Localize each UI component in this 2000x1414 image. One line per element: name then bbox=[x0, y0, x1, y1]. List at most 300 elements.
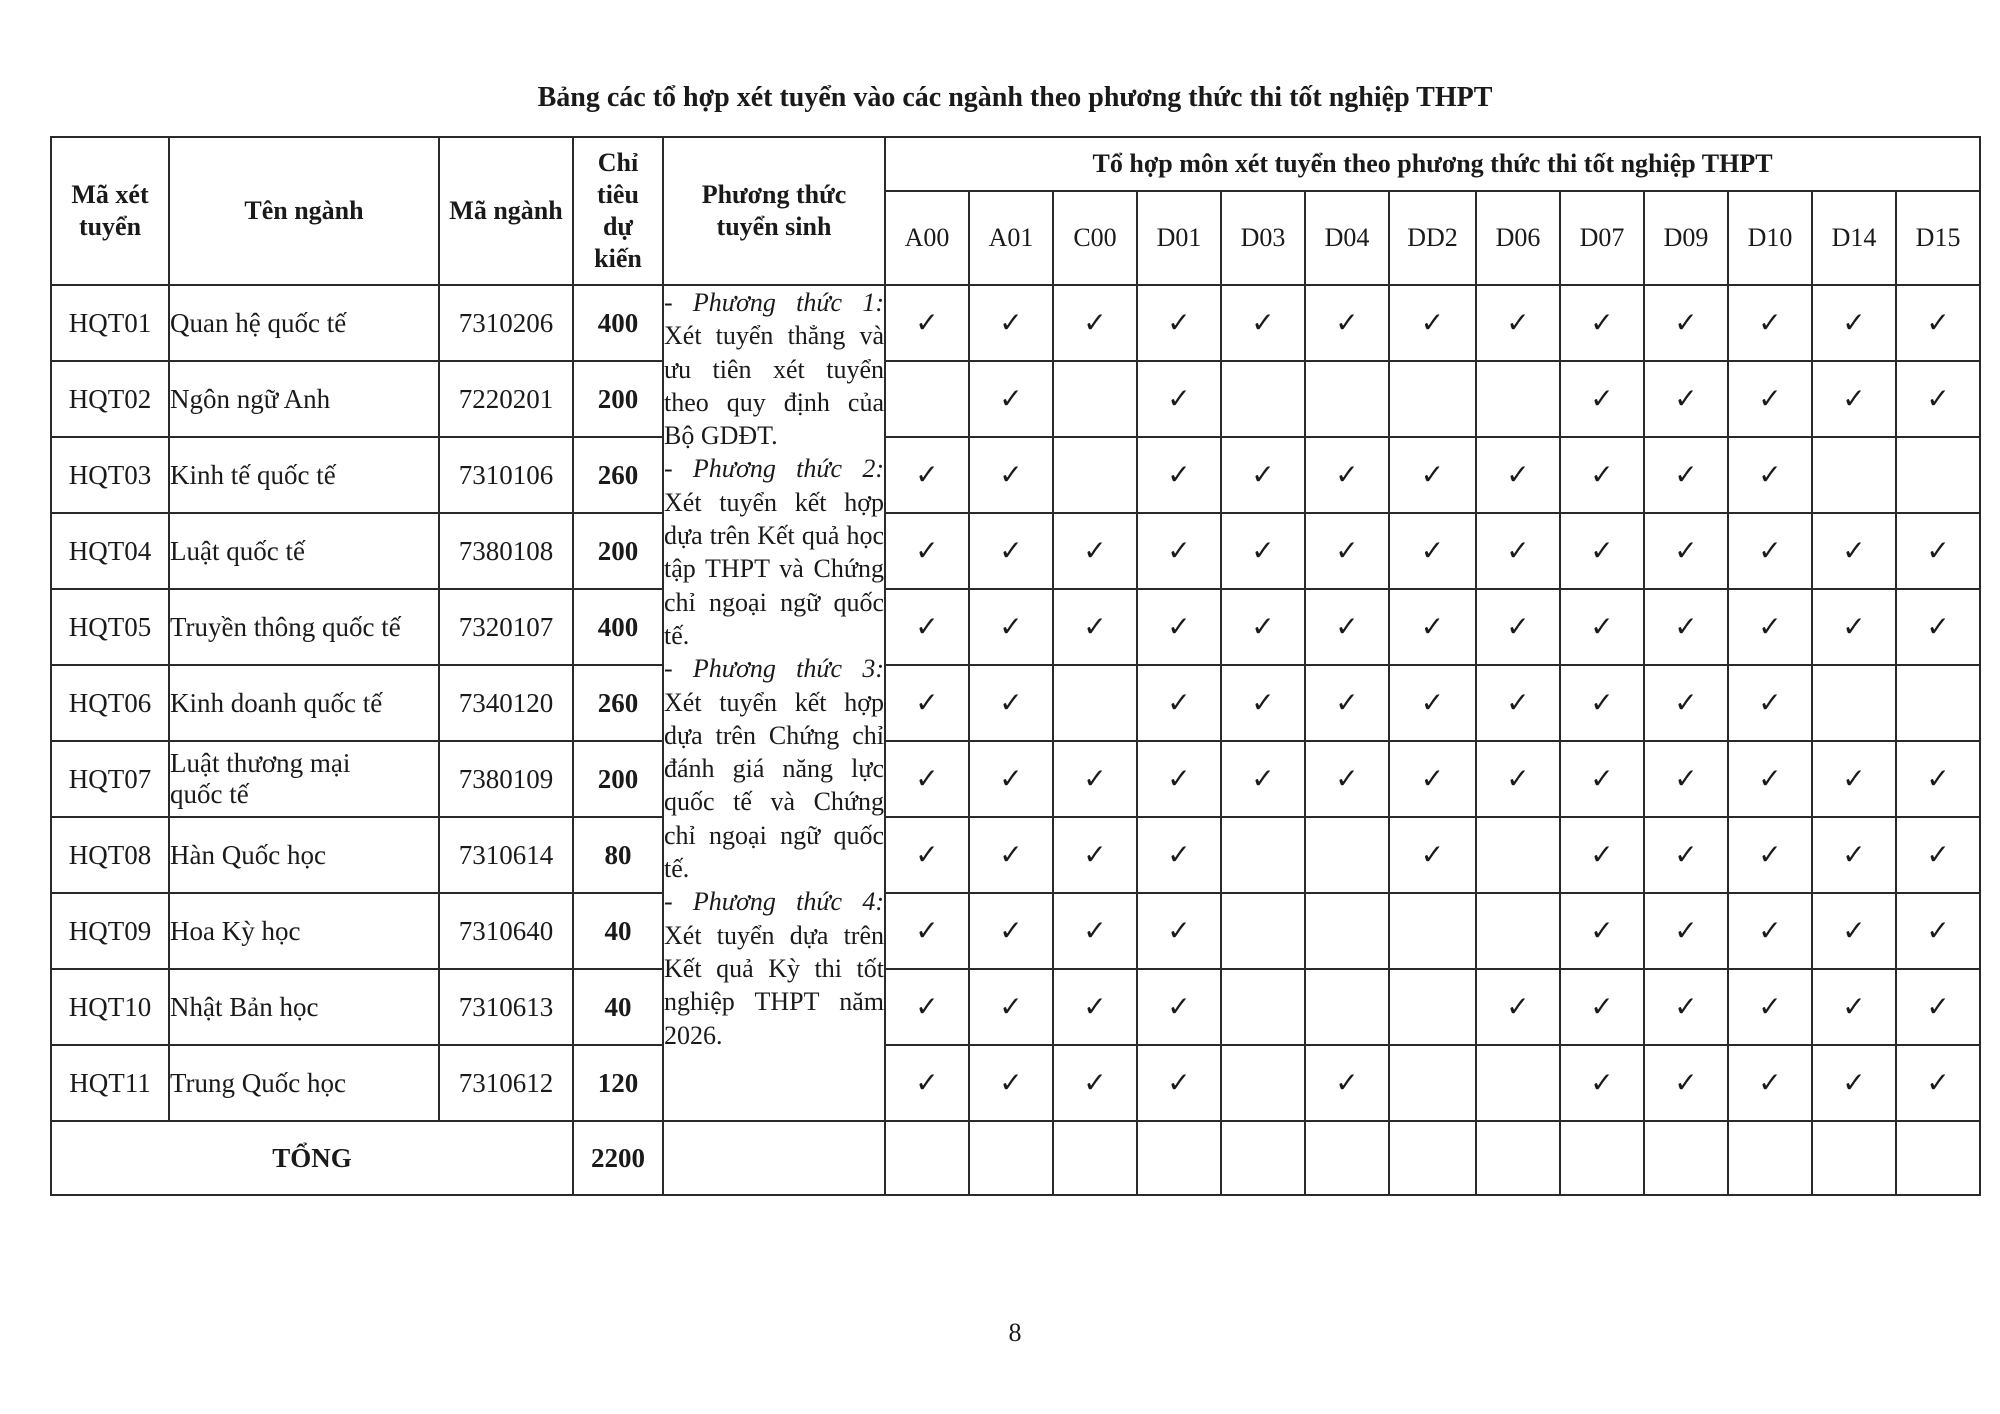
combo-header: D15 bbox=[1896, 191, 1980, 285]
combo-cell bbox=[1896, 741, 1980, 817]
major-name: Kinh doanh quốc tế bbox=[169, 665, 439, 741]
check-icon: ✓ bbox=[1842, 992, 1866, 1023]
combo-cell bbox=[1728, 665, 1812, 741]
check-icon: ✓ bbox=[1335, 612, 1359, 643]
major-code: 7220201 bbox=[439, 361, 573, 437]
combo-cell bbox=[1560, 741, 1644, 817]
check-icon: ✓ bbox=[1590, 764, 1614, 795]
combo-cell bbox=[1728, 817, 1812, 893]
check-icon: ✓ bbox=[1842, 764, 1866, 795]
check-icon: ✓ bbox=[999, 536, 1023, 567]
check-icon: ✓ bbox=[1506, 536, 1530, 567]
combo-cell bbox=[1389, 665, 1476, 741]
combo-cell bbox=[969, 817, 1053, 893]
check-icon: ✓ bbox=[1167, 764, 1191, 795]
combo-cell bbox=[1221, 665, 1305, 741]
check-icon: ✓ bbox=[1167, 308, 1191, 339]
empty-cell bbox=[1389, 1121, 1476, 1195]
combo-cell bbox=[969, 589, 1053, 665]
combo-cell bbox=[1812, 513, 1896, 589]
empty-cell bbox=[1644, 1121, 1728, 1195]
combo-cell bbox=[1137, 969, 1221, 1045]
combo-cell bbox=[1389, 589, 1476, 665]
check-icon: ✓ bbox=[1506, 308, 1530, 339]
check-icon: ✓ bbox=[1590, 916, 1614, 947]
check-icon: ✓ bbox=[915, 764, 939, 795]
check-icon: ✓ bbox=[1590, 460, 1614, 491]
check-icon: ✓ bbox=[1506, 688, 1530, 719]
check-icon: ✓ bbox=[1758, 1068, 1782, 1099]
admission-table bbox=[50, 136, 1981, 1196]
combo-cell bbox=[1476, 513, 1560, 589]
method-paragraph bbox=[664, 452, 884, 652]
combo-header: D10 bbox=[1728, 191, 1812, 285]
check-icon: ✓ bbox=[915, 536, 939, 567]
major-name: Kinh tế quốc tế bbox=[169, 437, 439, 513]
page-title: Bảng các tổ hợp xét tuyển vào các ngành theo phương thức thi tốt nghiệp THPT bbox=[537, 82, 1493, 113]
check-icon: ✓ bbox=[1758, 992, 1782, 1023]
combo-cell bbox=[1221, 1045, 1305, 1121]
combo-cell bbox=[1896, 285, 1980, 361]
check-icon: ✓ bbox=[1251, 536, 1275, 567]
check-icon: ✓ bbox=[1506, 460, 1530, 491]
combo-cell bbox=[1221, 589, 1305, 665]
check-icon: ✓ bbox=[1842, 840, 1866, 871]
combo-cell bbox=[969, 969, 1053, 1045]
quota: 400 bbox=[573, 589, 663, 665]
combo-cell bbox=[1221, 893, 1305, 969]
major-name: Trung Quốc học bbox=[169, 1045, 439, 1121]
admission-code: HQT11 bbox=[51, 1045, 169, 1121]
check-icon: ✓ bbox=[915, 612, 939, 643]
combo-cell bbox=[1812, 665, 1896, 741]
combo-cell bbox=[1812, 589, 1896, 665]
check-icon: ✓ bbox=[999, 612, 1023, 643]
header-name: Tên ngành bbox=[169, 137, 439, 285]
major-code: 7310640 bbox=[439, 893, 573, 969]
check-icon: ✓ bbox=[1758, 916, 1782, 947]
combo-cell bbox=[1560, 893, 1644, 969]
check-icon: ✓ bbox=[1506, 992, 1530, 1023]
check-icon: ✓ bbox=[1674, 460, 1698, 491]
combo-cell bbox=[1560, 285, 1644, 361]
combo-cell bbox=[1728, 589, 1812, 665]
header-code: Mã xét tuyển bbox=[51, 137, 169, 285]
check-icon: ✓ bbox=[1590, 308, 1614, 339]
combo-cell bbox=[1389, 437, 1476, 513]
method-label: - Phương thức 4: bbox=[664, 887, 884, 917]
check-icon: ✓ bbox=[1083, 612, 1107, 643]
check-icon: ✓ bbox=[999, 840, 1023, 871]
check-icon: ✓ bbox=[1335, 688, 1359, 719]
empty-cell bbox=[885, 1121, 969, 1195]
combo-cell bbox=[969, 437, 1053, 513]
combo-header: A01 bbox=[969, 191, 1053, 285]
check-icon: ✓ bbox=[1335, 764, 1359, 795]
check-icon: ✓ bbox=[1590, 536, 1614, 567]
check-icon: ✓ bbox=[1758, 308, 1782, 339]
combo-cell bbox=[1137, 437, 1221, 513]
check-icon: ✓ bbox=[1926, 536, 1950, 567]
combo-cell bbox=[885, 665, 969, 741]
combo-cell bbox=[885, 361, 969, 437]
check-icon: ✓ bbox=[1590, 688, 1614, 719]
major-name: Hoa Kỳ học bbox=[169, 893, 439, 969]
combo-cell bbox=[1053, 665, 1137, 741]
combo-cell bbox=[1476, 437, 1560, 513]
combo-cell bbox=[1305, 665, 1389, 741]
check-icon: ✓ bbox=[1083, 308, 1107, 339]
major-code: 7320107 bbox=[439, 589, 573, 665]
check-icon: ✓ bbox=[1590, 1068, 1614, 1099]
check-icon: ✓ bbox=[1590, 384, 1614, 415]
admission-code: HQT05 bbox=[51, 589, 169, 665]
check-icon: ✓ bbox=[915, 308, 939, 339]
combo-cell bbox=[885, 285, 969, 361]
page-number: 8 bbox=[1008, 1318, 1022, 1347]
combo-cell bbox=[1053, 361, 1137, 437]
header-method: Phương thức tuyển sinh bbox=[663, 137, 885, 285]
quota: 200 bbox=[573, 361, 663, 437]
check-icon: ✓ bbox=[1251, 764, 1275, 795]
combo-cell bbox=[1476, 817, 1560, 893]
check-icon: ✓ bbox=[1674, 688, 1698, 719]
admission-code: HQT07 bbox=[51, 741, 169, 817]
combo-cell bbox=[969, 741, 1053, 817]
quota: 40 bbox=[573, 969, 663, 1045]
major-name: Hàn Quốc học bbox=[169, 817, 439, 893]
combo-cell bbox=[1560, 1045, 1644, 1121]
combo-cell bbox=[885, 1045, 969, 1121]
combo-cell bbox=[1812, 437, 1896, 513]
check-icon: ✓ bbox=[1674, 308, 1698, 339]
combo-cell bbox=[1728, 741, 1812, 817]
check-icon: ✓ bbox=[1251, 460, 1275, 491]
quota: 120 bbox=[573, 1045, 663, 1121]
combo-cell bbox=[1896, 893, 1980, 969]
combo-cell bbox=[1560, 589, 1644, 665]
major-name: Quan hệ quốc tế bbox=[169, 285, 439, 361]
major-code: 7310612 bbox=[439, 1045, 573, 1121]
combo-header: D01 bbox=[1137, 191, 1221, 285]
check-icon: ✓ bbox=[1167, 384, 1191, 415]
combo-cell bbox=[1644, 893, 1728, 969]
check-icon: ✓ bbox=[1674, 992, 1698, 1023]
combo-cell bbox=[1812, 969, 1896, 1045]
combo-cell bbox=[1728, 969, 1812, 1045]
check-icon: ✓ bbox=[1083, 764, 1107, 795]
check-icon: ✓ bbox=[1674, 916, 1698, 947]
check-icon: ✓ bbox=[1167, 992, 1191, 1023]
combo-cell bbox=[1305, 817, 1389, 893]
combo-cell bbox=[1728, 285, 1812, 361]
check-icon: ✓ bbox=[1167, 916, 1191, 947]
combo-cell bbox=[1476, 361, 1560, 437]
combo-cell bbox=[1812, 361, 1896, 437]
check-icon: ✓ bbox=[1167, 1068, 1191, 1099]
check-icon: ✓ bbox=[1758, 460, 1782, 491]
combo-cell bbox=[1305, 589, 1389, 665]
empty-cell bbox=[1896, 1121, 1980, 1195]
check-icon: ✓ bbox=[1251, 612, 1275, 643]
method-label: - Phương thức 1: bbox=[664, 288, 884, 317]
combo-cell bbox=[1221, 361, 1305, 437]
combo-cell bbox=[1221, 741, 1305, 817]
check-icon: ✓ bbox=[1926, 916, 1950, 947]
major-code: 7310613 bbox=[439, 969, 573, 1045]
combo-cell bbox=[1053, 285, 1137, 361]
admission-code: HQT09 bbox=[51, 893, 169, 969]
admission-code: HQT04 bbox=[51, 513, 169, 589]
combo-cell bbox=[1389, 969, 1476, 1045]
quota: 80 bbox=[573, 817, 663, 893]
combo-cell bbox=[1644, 665, 1728, 741]
combo-cell bbox=[1560, 969, 1644, 1045]
check-icon: ✓ bbox=[1506, 764, 1530, 795]
combo-cell bbox=[969, 893, 1053, 969]
empty-cell bbox=[1053, 1121, 1137, 1195]
combo-cell bbox=[1305, 969, 1389, 1045]
combo-cell bbox=[1305, 285, 1389, 361]
check-icon: ✓ bbox=[999, 1068, 1023, 1099]
header-combos-group: Tổ hợp môn xét tuyển theo phương thức thi tốt nghiệp THPT bbox=[885, 137, 1980, 191]
quota: 200 bbox=[573, 741, 663, 817]
combo-header: A00 bbox=[885, 191, 969, 285]
check-icon: ✓ bbox=[1926, 308, 1950, 339]
empty-cell bbox=[1812, 1121, 1896, 1195]
combo-cell bbox=[1644, 589, 1728, 665]
check-icon: ✓ bbox=[1842, 1068, 1866, 1099]
admission-code: HQT03 bbox=[51, 437, 169, 513]
check-icon: ✓ bbox=[1758, 688, 1782, 719]
combo-cell bbox=[1389, 1045, 1476, 1121]
method-label: - Phương thức 2: bbox=[664, 454, 884, 484]
admission-code: HQT02 bbox=[51, 361, 169, 437]
check-icon: ✓ bbox=[999, 460, 1023, 491]
combo-cell bbox=[969, 1045, 1053, 1121]
combo-cell bbox=[1137, 817, 1221, 893]
combo-cell bbox=[1896, 969, 1980, 1045]
table-row bbox=[51, 589, 1980, 665]
check-icon: ✓ bbox=[1758, 384, 1782, 415]
check-icon: ✓ bbox=[915, 992, 939, 1023]
check-icon: ✓ bbox=[1251, 308, 1275, 339]
check-icon: ✓ bbox=[1420, 460, 1445, 491]
check-icon: ✓ bbox=[1758, 612, 1782, 643]
method-paragraph bbox=[664, 885, 884, 1051]
combo-cell bbox=[1476, 665, 1560, 741]
check-icon: ✓ bbox=[1335, 460, 1359, 491]
check-icon: ✓ bbox=[1335, 536, 1359, 567]
table-row bbox=[51, 361, 1980, 437]
admission-code: HQT08 bbox=[51, 817, 169, 893]
major-code: 7380109 bbox=[439, 741, 573, 817]
combo-cell bbox=[1137, 1045, 1221, 1121]
combo-cell bbox=[1305, 437, 1389, 513]
combo-header: D09 bbox=[1644, 191, 1728, 285]
combo-cell bbox=[1644, 969, 1728, 1045]
check-icon: ✓ bbox=[999, 688, 1023, 719]
check-icon: ✓ bbox=[1167, 840, 1191, 871]
combo-cell bbox=[885, 893, 969, 969]
empty-cell bbox=[1305, 1121, 1389, 1195]
combo-cell bbox=[1053, 893, 1137, 969]
combo-header: DD2 bbox=[1389, 191, 1476, 285]
combo-cell bbox=[969, 665, 1053, 741]
check-icon: ✓ bbox=[1842, 612, 1866, 643]
method-text: Xét tuyển dựa trên Kết quả Kỳ thi tốt nghiệp THPT năm 2026. bbox=[664, 920, 884, 1050]
combo-cell bbox=[1053, 437, 1137, 513]
combo-cell bbox=[1476, 741, 1560, 817]
combo-cell bbox=[1728, 437, 1812, 513]
combo-cell bbox=[1221, 437, 1305, 513]
method-text: Xét tuyển kết hợp dựa trên Kết quả học tập THPT và Chứng chỉ ngoại ngữ quốc tế. bbox=[664, 487, 884, 650]
combo-cell bbox=[1644, 361, 1728, 437]
check-icon: ✓ bbox=[1674, 612, 1698, 643]
method-paragraph bbox=[664, 286, 884, 452]
combo-cell bbox=[1137, 589, 1221, 665]
combo-cell bbox=[1389, 741, 1476, 817]
combo-cell bbox=[1896, 589, 1980, 665]
check-icon: ✓ bbox=[1335, 1068, 1359, 1099]
combo-cell bbox=[1221, 285, 1305, 361]
check-icon: ✓ bbox=[915, 460, 939, 491]
combo-cell bbox=[1137, 361, 1221, 437]
admission-methods bbox=[663, 285, 885, 1121]
check-icon: ✓ bbox=[1083, 1068, 1107, 1099]
combo-cell bbox=[1476, 1045, 1560, 1121]
table-row bbox=[51, 665, 1980, 741]
check-icon: ✓ bbox=[1926, 764, 1950, 795]
combo-cell bbox=[1305, 893, 1389, 969]
check-icon: ✓ bbox=[1926, 1068, 1950, 1099]
total-label: TỔNG bbox=[51, 1121, 573, 1195]
check-icon: ✓ bbox=[1926, 992, 1950, 1023]
admission-code: HQT01 bbox=[51, 285, 169, 361]
check-icon: ✓ bbox=[1083, 916, 1107, 947]
check-icon: ✓ bbox=[1420, 536, 1445, 567]
combo-cell bbox=[1896, 1045, 1980, 1121]
check-icon: ✓ bbox=[1506, 612, 1530, 643]
table-row bbox=[51, 513, 1980, 589]
check-icon: ✓ bbox=[1167, 536, 1191, 567]
check-icon: ✓ bbox=[1842, 308, 1866, 339]
combo-cell bbox=[885, 969, 969, 1045]
check-icon: ✓ bbox=[1674, 764, 1698, 795]
combo-cell bbox=[1812, 1045, 1896, 1121]
check-icon: ✓ bbox=[1590, 992, 1614, 1023]
check-icon: ✓ bbox=[1758, 840, 1782, 871]
combo-cell bbox=[1896, 513, 1980, 589]
check-icon: ✓ bbox=[1420, 308, 1445, 339]
quota: 260 bbox=[573, 665, 663, 741]
major-code: 7310614 bbox=[439, 817, 573, 893]
combo-header: C00 bbox=[1053, 191, 1137, 285]
combo-cell bbox=[1560, 361, 1644, 437]
combo-cell bbox=[1305, 513, 1389, 589]
major-code: 7380108 bbox=[439, 513, 573, 589]
combo-cell bbox=[969, 361, 1053, 437]
combo-cell bbox=[1476, 589, 1560, 665]
combo-cell bbox=[1389, 817, 1476, 893]
major-code: 7310206 bbox=[439, 285, 573, 361]
combo-cell bbox=[1896, 361, 1980, 437]
combo-cell bbox=[1896, 817, 1980, 893]
empty-cell bbox=[1137, 1121, 1221, 1195]
combo-cell bbox=[1137, 741, 1221, 817]
combo-header: D14 bbox=[1812, 191, 1896, 285]
check-icon: ✓ bbox=[999, 916, 1023, 947]
combo-cell bbox=[1644, 817, 1728, 893]
quota: 400 bbox=[573, 285, 663, 361]
table-row bbox=[51, 285, 1980, 361]
combo-cell bbox=[1389, 361, 1476, 437]
check-icon: ✓ bbox=[1083, 992, 1107, 1023]
check-icon: ✓ bbox=[1167, 612, 1191, 643]
check-icon: ✓ bbox=[1420, 840, 1445, 871]
check-icon: ✓ bbox=[1926, 612, 1950, 643]
combo-cell bbox=[969, 513, 1053, 589]
combo-cell bbox=[1476, 969, 1560, 1045]
combo-cell bbox=[885, 741, 969, 817]
combo-cell bbox=[1137, 285, 1221, 361]
check-icon: ✓ bbox=[1083, 536, 1107, 567]
combo-cell bbox=[1560, 513, 1644, 589]
method-paragraph bbox=[664, 652, 884, 885]
check-icon: ✓ bbox=[1926, 384, 1950, 415]
method-label: - Phương thức 3: bbox=[664, 654, 884, 684]
combo-cell bbox=[1560, 437, 1644, 513]
admission-code: HQT10 bbox=[51, 969, 169, 1045]
check-icon: ✓ bbox=[999, 308, 1023, 339]
total-row bbox=[51, 1121, 1980, 1195]
major-name: Luật thương mại quốc tế bbox=[169, 741, 439, 817]
combo-cell bbox=[1644, 1045, 1728, 1121]
combo-cell bbox=[1644, 285, 1728, 361]
combo-cell bbox=[1644, 741, 1728, 817]
combo-cell bbox=[1476, 285, 1560, 361]
combo-cell bbox=[1137, 513, 1221, 589]
table-row bbox=[51, 1045, 1980, 1121]
combo-header: D03 bbox=[1221, 191, 1305, 285]
check-icon: ✓ bbox=[1083, 840, 1107, 871]
major-code: 7340120 bbox=[439, 665, 573, 741]
table-row bbox=[51, 437, 1980, 513]
empty-cell bbox=[1728, 1121, 1812, 1195]
combo-cell bbox=[885, 817, 969, 893]
combo-header: D06 bbox=[1476, 191, 1560, 285]
check-icon: ✓ bbox=[1674, 536, 1698, 567]
header-quota: Chỉ tiêu dự kiến bbox=[573, 137, 663, 285]
combo-cell bbox=[1389, 513, 1476, 589]
combo-cell bbox=[1221, 817, 1305, 893]
combo-cell bbox=[1389, 893, 1476, 969]
combo-cell bbox=[1560, 665, 1644, 741]
check-icon: ✓ bbox=[1335, 308, 1359, 339]
table-row bbox=[51, 817, 1980, 893]
combo-cell bbox=[1305, 361, 1389, 437]
empty-cell bbox=[663, 1121, 885, 1195]
combo-cell bbox=[1053, 589, 1137, 665]
combo-cell bbox=[1221, 969, 1305, 1045]
empty-cell bbox=[1560, 1121, 1644, 1195]
check-icon: ✓ bbox=[1842, 384, 1866, 415]
combo-cell bbox=[1476, 893, 1560, 969]
combo-cell bbox=[1305, 741, 1389, 817]
check-icon: ✓ bbox=[1590, 612, 1614, 643]
check-icon: ✓ bbox=[1758, 536, 1782, 567]
combo-cell bbox=[1053, 513, 1137, 589]
